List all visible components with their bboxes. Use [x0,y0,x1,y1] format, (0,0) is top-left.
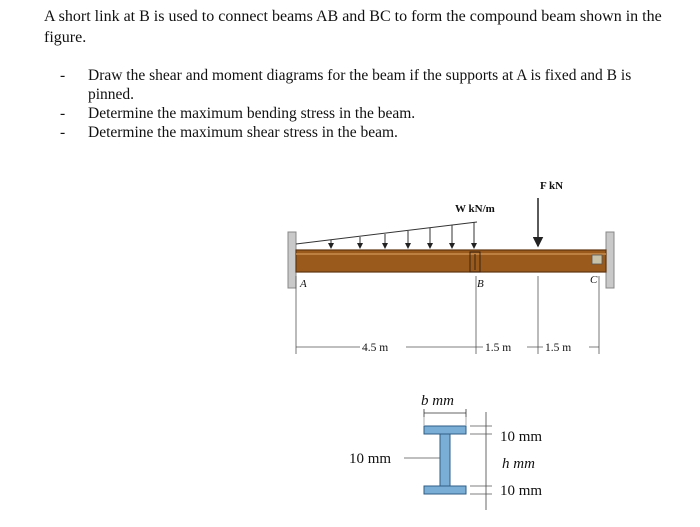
link-b-label: B [477,278,484,290]
bullet-marker: - [60,67,66,84]
support-c-label: C [590,274,598,286]
web-thickness-label: 10 mm [349,451,392,467]
support-c-pin [592,255,602,264]
i-section-top-flange [424,426,466,434]
task-text: Determine the maximum bending stress in the beam. [88,105,416,122]
bullet-marker: - [60,124,66,141]
wall-right [606,232,614,288]
top-flange-label: 10 mm [500,429,543,445]
web-height-label: h mm [502,456,535,472]
flange-width-label: b mm [421,393,454,409]
i-section-bottom-flange [424,486,466,494]
beam-figure [288,180,614,355]
dim-ab-label: 4.5 m [362,342,389,354]
point-load-label: F kN [540,180,564,192]
task-text: Draw the shear and moment diagrams for the beam if the supports at A is fixed and B is pinned. [88,67,632,103]
bottom-flange-label: 10 mm [500,483,543,499]
cross-section-figure [349,393,542,510]
dim-load-c-label: 1.5 m [545,342,572,354]
distributed-load [296,222,477,248]
problem-intro: A short link at B is used to connect beams AB and BC to form the compound beam shown in the figure. [44,8,662,46]
dim-b-load-label: 1.5 m [485,342,512,354]
distributed-load-label: W kN/m [455,203,495,215]
support-a-label: A [300,278,307,290]
bullet-marker: - [60,105,66,122]
wall-left [288,232,296,288]
task-text: Determine the maximum shear stress in the beam. [88,124,398,141]
i-section-web [440,434,450,486]
